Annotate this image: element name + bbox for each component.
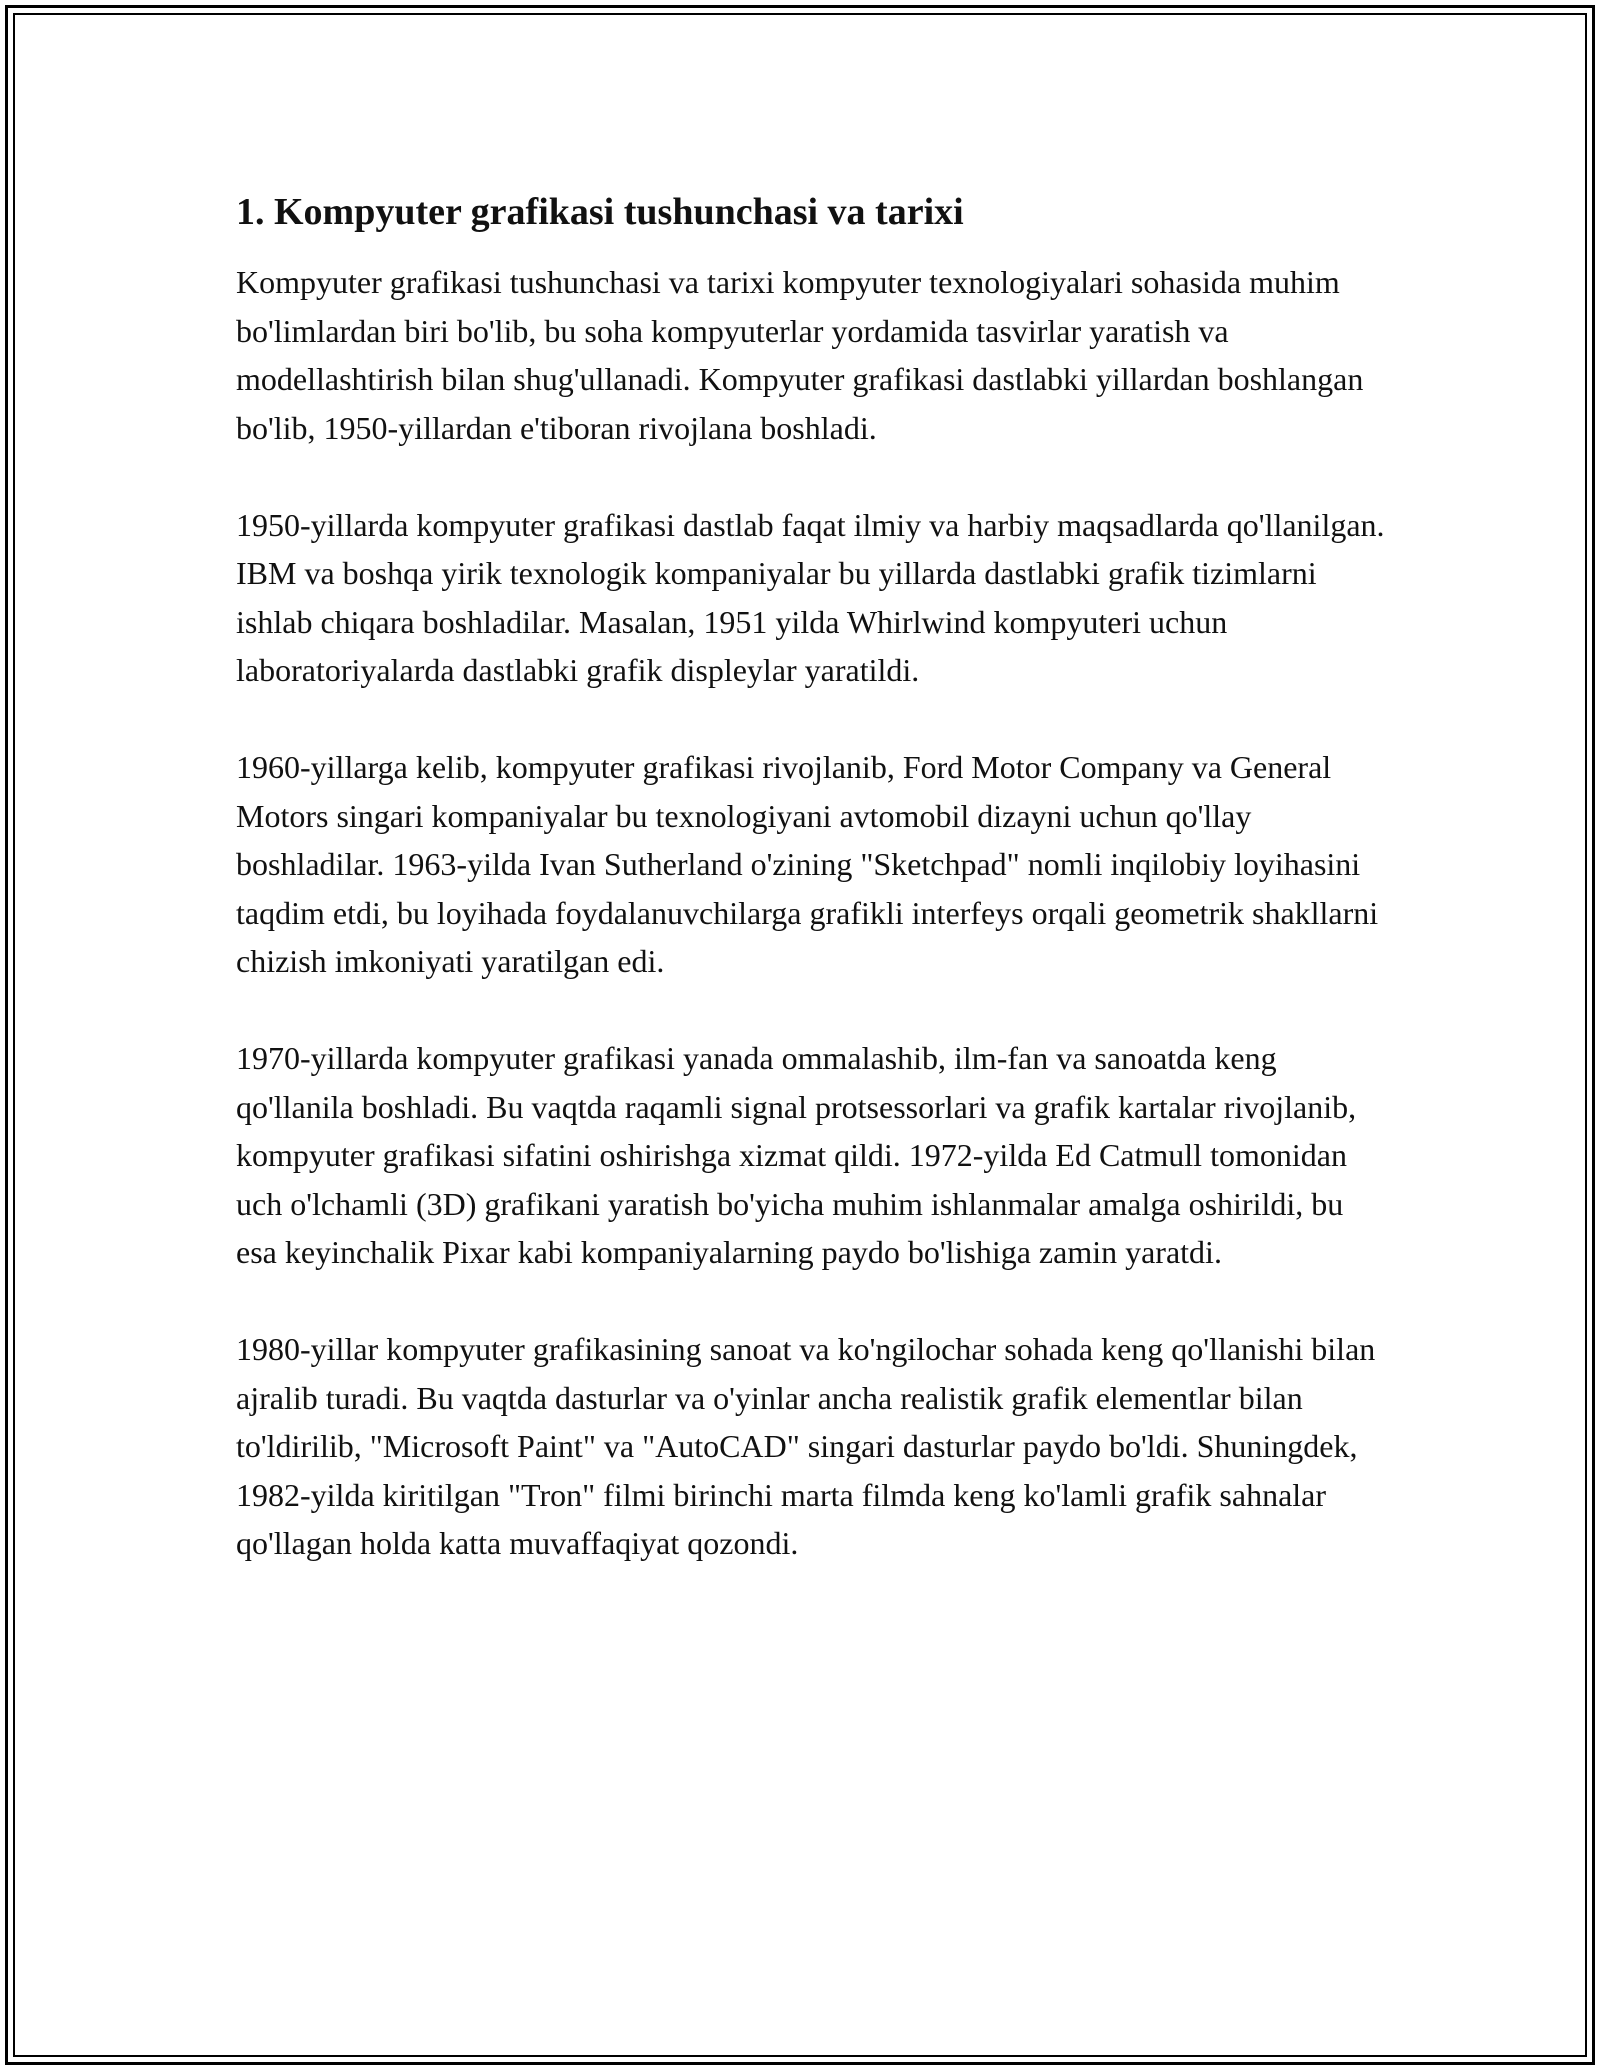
paragraph-1960s: 1960-yillarga kelib, kompyuter grafikasi rivojlanib, Ford Motor Company va General Motors singari kompaniyalar bu texnologiyani avtomobil dizayni uchun qo'llay boshladilar. 1963-yilda Ivan Sutherland o'zining "Sketchpad" nomli inqilobiy loyihasini taqdim etdi, bu loyihada foydalanuvchilarga grafikli interfeys orqali geometrik shakllarni chizish imkoniyati yaratilgan edi. [236,749,1379,979]
paragraph-1950s: 1950-yillarda kompyuter grafikasi dastlab faqat ilmiy va harbiy maqsadlarda qo'llanilgan. IBM va boshqa yirik texnologik kompaniyalar bu yillarda dastlabki grafik tizimlarni ishlab chiqara boshladilar. Masalan, 1951 yilda Whirlwind kompyuteri uchun laboratoriyalarda dastlabki grafik displeylar yaratildi. [236,506,1385,688]
document-content [236,188,1386,1616]
paragraph-1970s: 1970-yillarda kompyuter grafikasi yanada ommalashib, ilm-fan va sanoatda keng qo'llanila boshladi. Bu vaqtda raqamli signal protsessorlari va grafik kartalar rivojlanib, kompyuter grafikasi sifatini oshirishga xizmat qildi. 1972-yilda Ed Catmull tomonidan uch o'lchamli (3D) grafikani yaratish bo'yicha muhim ishlanmalar amalga oshirildi, bu esa keyinchalik Pixar kabi kompaniyalarning paydo bo'lishiga zamin yaratdi. [236,1040,1357,1270]
paragraph-1980s: 1980-yillar kompyuter grafikasining sanoat va ko'ngilochar sohada keng qo'llanishi bilan ajralib turadi. Bu vaqtda dasturlar va o'yinlar ancha realistik grafik elementlar bilan to'ldirilib, "Microsoft Paint" va "AutoCAD" singari dasturlar paydo bo'ldi. Shuningdek, 1982-yilda kiritilgan "Tron" filmi birinchi marta filmda keng ko'lamli grafik sahnalar qo'llagan holda katta muvaffaqiyat qozondi. [236,1331,1376,1561]
section-title: 1. Kompyuter grafikasi tushunchasi va tarixi [236,191,964,233]
paragraph-intro: Kompyuter grafikasi tushunchasi va tarixi kompyuter texnologiyalari sohasida muhim bo'limlardan biri bo'lib, bu soha kompyuterlar yordamida tasvirlar yaratish va modellashtirish bilan shug'ullanadi. Kompyuter grafikasi dastlabki yillardan boshlangan bo'lib, 1950-yillardan e'tiboran rivojlana boshladi. [236,264,1364,446]
